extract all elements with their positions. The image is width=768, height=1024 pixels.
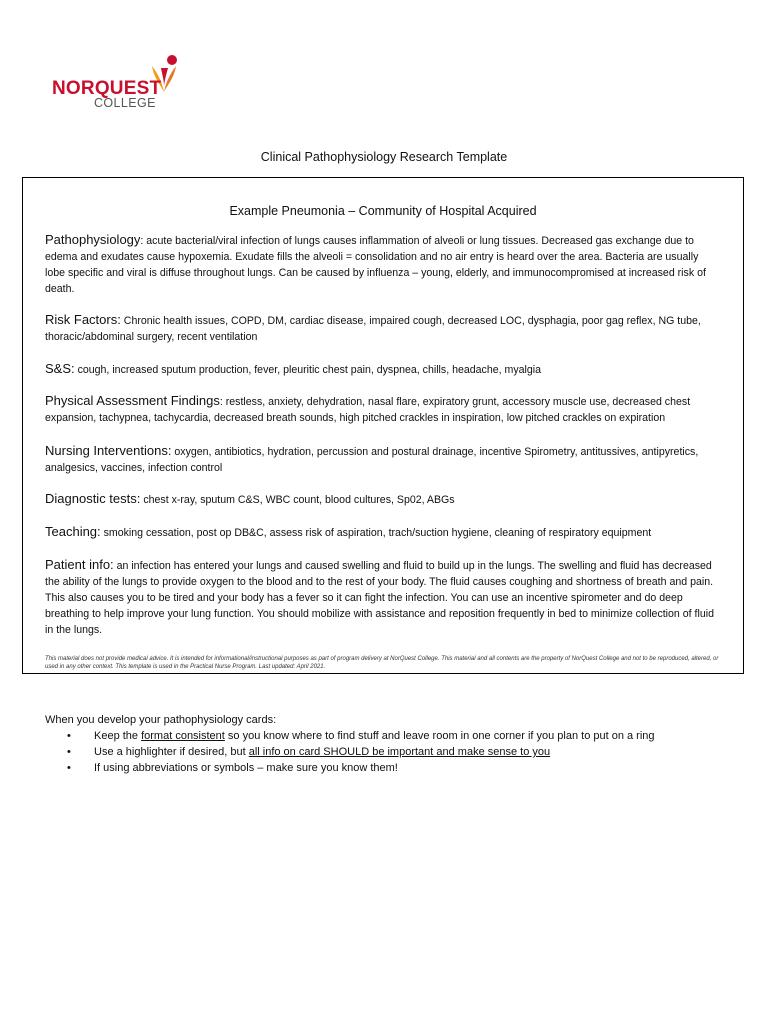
section-signs-symptoms [45, 361, 717, 378]
section-text: Chronic health issues, COPD, DM, cardiac disease, impaired cough, decreased LOC, dysphagia, poor gag reflex, NG tube, thoracic/abdominal surgery, recent ventilation [45, 315, 701, 343]
section-text: chest x-ray, sputum C&S, WBC count, blood cultures, Sp02, ABGs [140, 494, 455, 506]
section-nursing-interventions [45, 443, 717, 476]
list-item-underlined: format consistent [141, 730, 225, 742]
section-heading: S&S: [45, 361, 75, 376]
list-item-text: Keep the [94, 730, 142, 742]
logo-wordmark: NORQUEST [52, 78, 162, 99]
list-item-underlined: all info on card SHOULD be important and make sense to you [248, 746, 551, 758]
bullet-icon: • [67, 730, 71, 742]
list-item-text: If using abbreviations or symbols – make sure you know them! [94, 762, 398, 774]
development-intro: When you develop your pathophysiology cards: [45, 714, 277, 726]
section-heading: Pathophysiology [45, 232, 141, 247]
section-text: : acute bacterial/viral infection of lungs causes inflammation of alveoli or lung tissues. Decreased gas exchange due to edema and exudates cause hypoxemia. Exudate fills the alveoli = consolidation and no air entry is heard over the area. Bacteria are usually lobe specific and viral is diffuse throughout lungs. Can be caused by influenza – young, elderly, and immunocompromised at increased risk of death. [45, 235, 706, 295]
section-heading: Patient info: [45, 557, 114, 572]
section-risk-factors [45, 312, 717, 345]
logo-subtext: COLLEGE [94, 96, 156, 110]
section-teaching [45, 524, 717, 541]
section-heading: Teaching: [45, 524, 101, 539]
example-box [22, 177, 744, 674]
list-item [67, 728, 735, 744]
section-heading: Diagnostic tests: [45, 491, 141, 506]
section-physical-assessment [45, 393, 717, 426]
section-diagnostic-tests [45, 491, 717, 508]
norquest-logo [52, 54, 192, 110]
bullet-icon: • [67, 762, 71, 774]
section-pathophysiology [45, 232, 717, 297]
section-text: oxygen, antibiotics, hydration, percussion and postural drainage, incentive Spirometry, antitussives, antipyretics, analgesics, vaccines, infection control [45, 446, 699, 474]
development-list [45, 728, 735, 776]
section-heading: Nursing Interventions: [45, 443, 172, 458]
section-text: cough, increased sputum production, fever, pleuritic chest pain, dyspnea, chills, headache, myalgia [74, 364, 542, 376]
section-text: smoking cessation, post op DB&C, assess risk of aspiration, trach/suction hygiene, cleaning of respiratory equipment [100, 527, 652, 539]
section-heading: Risk Factors: [45, 312, 121, 327]
page-title: Clinical Pathophysiology Research Template [260, 150, 508, 164]
list-item [67, 760, 735, 776]
section-text: an infection has entered your lungs and caused swelling and fluid to build up in the lungs. The swelling and fluid has decreased the ability of the lungs to provide oxygen to the blood and to the rest of your body. The fluid causes coughing and shortness of breath and pain. This also causes you to be tired and your body has a fever so it can fight the infection. You can use an incentive spirometer and do deep breathing to help improve your lung function. You should mobilize with assistance and reposition frequently in bed to minimize collection of fluid in the lungs. [45, 560, 714, 636]
list-item-text-end: so you know where to find stuff and leave room in one corner if you plan to put on a ring [224, 730, 655, 742]
section-text: : restless, anxiety, dehydration, nasal flare, expiratory grunt, accessory muscle use, decreased chest expansion, tachypnea, tachycardia, decreased breath sounds, high pitched crackles in inspiration, low pitched crackles on expiration [45, 396, 691, 424]
list-item [67, 744, 735, 760]
box-title: Example Pneumonia – Community of Hospital Acquired [229, 204, 537, 218]
section-heading: Physical Assessment Findings [45, 393, 220, 408]
list-item-text: Use a highlighter if desired, but [94, 746, 249, 758]
bullet-icon: • [67, 746, 71, 758]
development-notes [45, 712, 735, 776]
disclaimer-text: This material does not provide medical advice. It is intended for informational/instructional purposes as part of program delivery at NorQuest College. This material and all contents are the property of NorQuest College and not to be reproduced, altered, or used in any other context. This template is used in the Practical Nurse Program. Last updated: April 2021. [45, 656, 719, 670]
section-patient-info [45, 557, 717, 638]
